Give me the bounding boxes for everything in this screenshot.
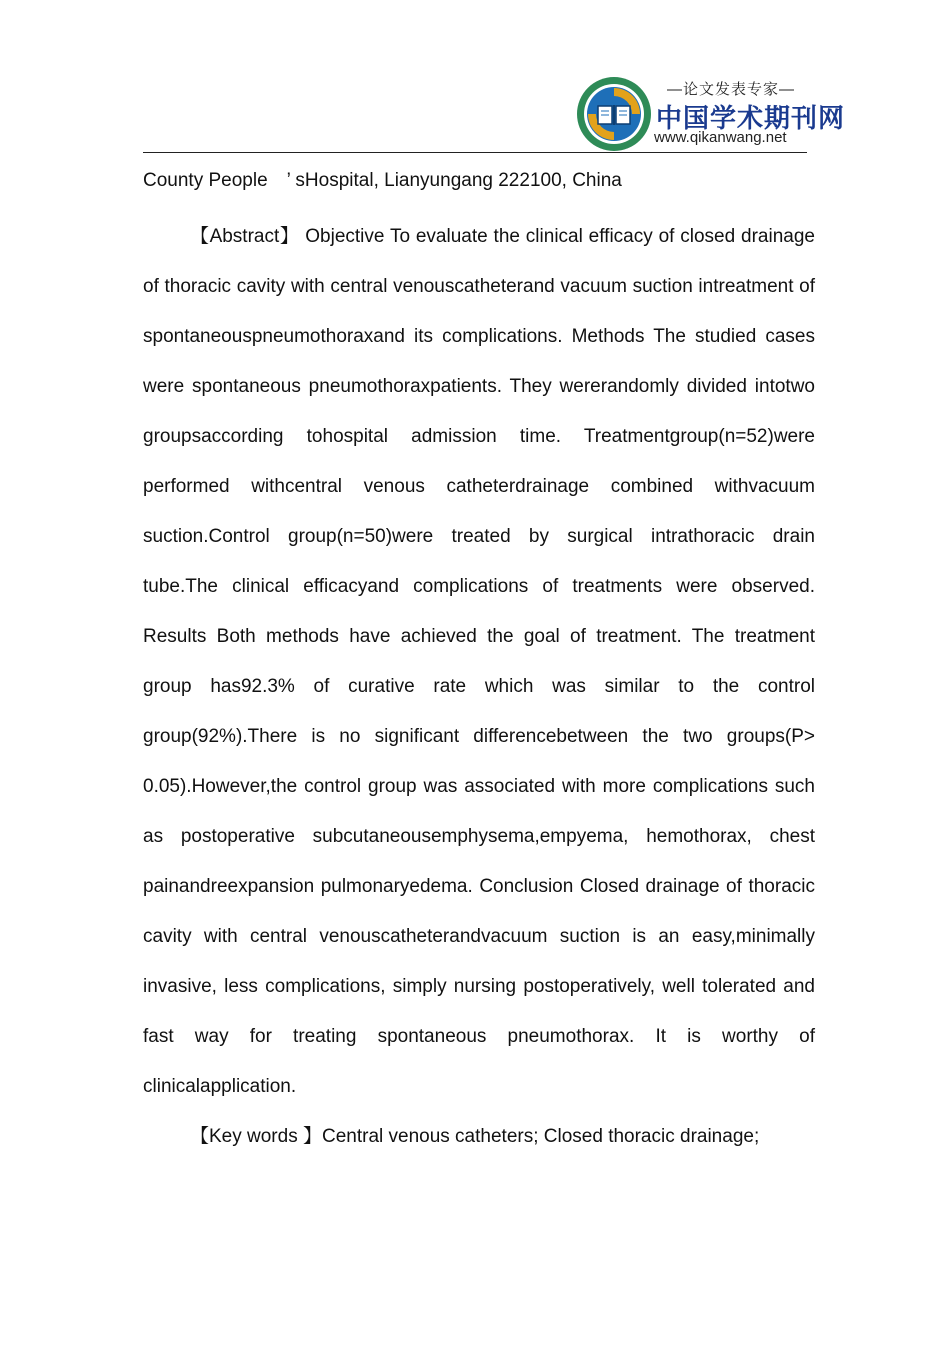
abstract-paragraph	[143, 212, 815, 1112]
keywords-paragraph	[143, 1112, 815, 1162]
keywords-label: 【Key words 】	[190, 1126, 322, 1147]
keywords-text: Central venous catheters; Closed thoracic drainage;	[321, 1126, 760, 1147]
logo-name: 中国学术期刊网	[656, 103, 846, 133]
affiliation: County People ’ sHospital, Lianyungang 222100, China	[143, 170, 622, 191]
header-divider	[143, 152, 807, 153]
site-logo	[576, 72, 846, 152]
abstract-label: 【Abstract】	[190, 226, 300, 247]
seal-emblem-icon	[576, 76, 652, 152]
document-body	[143, 164, 815, 1162]
abstract-text: Objective To evaluate the clinical efficacy of closed drainage of thoracic cavity with central venouscatheterand vacuum suction intreatment of spontaneouspneumothoraxand its complications. Methods The studied cases were spontaneous pneumothoraxpatients. They wererandomly divided intotwo groupsaccording tohospital admission time. Treatmentgroup(n=52)were performed withcentral venous catheterdrainage combined withvacuum suction.Control group(n=50)were treated by surgical intrathoracic drain tube.The clinical efficacyand complications of treatments were observed. Results Both methods have achieved the goal of treatment. The treatment group has92.3% of curative rate which was similar to the control group(92%).There is no significant differencebetween the two groups(P> 0.05).However,the control group was associated with more complications such as postoperative subcutaneousemphysema,empyema, hemothorax, chest painandreexpansion pulmonaryedema. Conclusion Closed drainage of thoracic cavity with central venouscatheterandvacuum suction is an easy,minimally invasive, less complications, simply nursing postoperatively, well tolerated and fast way for treating spontaneous pneumothorax. It is worthy of clinicalapplication.	[143, 226, 815, 1097]
logo-url[interactable]: www.qikanwang.net	[654, 129, 787, 146]
logo-tagline: —论文发表专家—	[666, 81, 795, 98]
